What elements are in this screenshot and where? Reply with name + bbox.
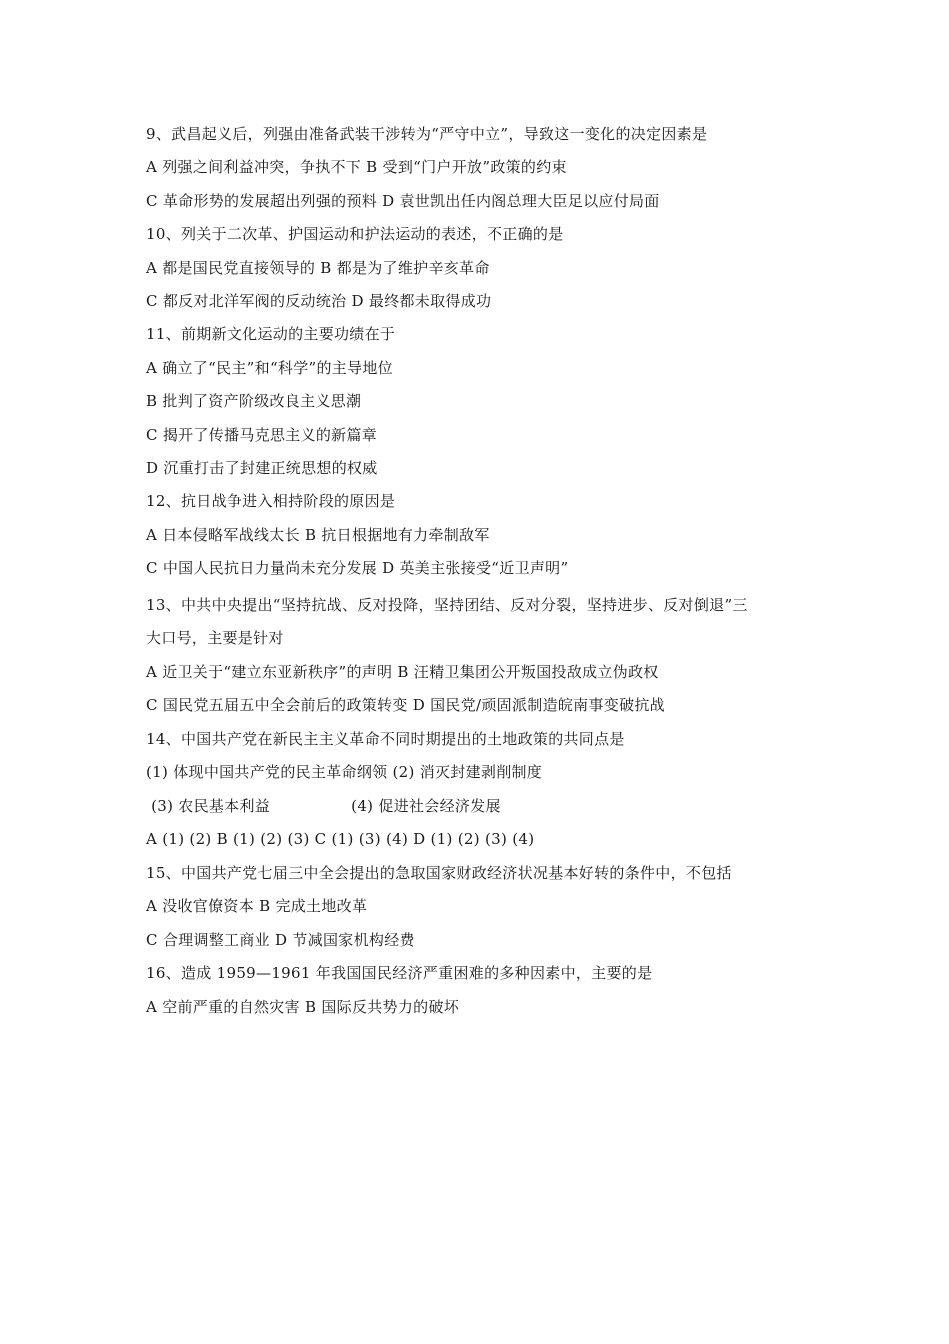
question-14-options: A (1) (2) B (1) (2) (3) C (1) (3) (4) D (1) (2) (3) (4) [146,830,535,848]
question-11-option-d: D 沉重打击了封建正统思想的权威 [146,459,378,477]
question-15-options-ab: A 没收官僚资本 B 完成土地改革 [146,897,368,915]
question-11-stem: 11、前期新文化运动的主要功绩在于 [146,325,396,343]
question-9-options-cd: C 革命形势的发展超出列强的预料 D 袁世凯出任内阁总理大臣足以应付局面 [146,192,660,210]
question-13-stem-continued: 大口号，主要是针对 [146,629,284,647]
question-15-stem: 15、中国共产党七届三中全会提出的急取国家财政经济状况基本好转的条件中，不包括 [146,864,732,882]
question-10-options-cd: C 都反对北洋军阀的反动统治 D 最终都未取得成功 [146,292,492,310]
question-13-options-ab: A 近卫关于“建立东亚新秩序”的声明 B 汪精卫集团公开叛国投敌成立伪政权 [146,663,659,681]
question-10-options-ab: A 都是国民党直接领导的 B 都是为了维护辛亥革命 [146,259,490,277]
question-14-stem: 14、中国共产党在新民主主义革命不同时期提出的土地政策的共同点是 [146,730,625,748]
question-16-stem: 16、造成 1959—1961 年我国国民经济严重困难的多种因素中，主要的是 [146,964,653,982]
question-11-option-b: B 批判了资产阶级改良主义思潮 [146,392,362,410]
question-13-stem: 13、中共中央提出“坚持抗战、反对投降，坚持团结、反对分裂，坚持进步、反对倒退”三 [146,596,748,614]
question-13-options-cd: C 国民党五届五中全会前后的政策转变 D 国民党/顽固派制造皖南事变破抗战 [146,696,665,714]
question-12-options-cd: C 中国人民抗日力量尚未充分发展 D 英美主张接受“近卫声明” [146,559,569,577]
question-12-options-ab: A 日本侵略军战线太长 B 抗日根据地有力牵制敌军 [146,526,490,544]
question-10-stem: 10、列关于二次革、护国运动和护法运动的表述，不正确的是 [146,225,564,243]
question-15-options-cd: C 合理调整工商业 D 节减国家机构经费 [146,931,415,949]
question-12-stem: 12、抗日战争进入相持阶段的原因是 [146,492,396,510]
question-14-items-1-2: (1) 体现中国共产党的民主革命纲领 (2) 消灭封建剥削制度 [146,763,543,781]
question-16-options-ab: A 空前严重的自然灾害 B 国际反共势力的破坏 [146,998,460,1016]
question-14-items-3-4: (3) 农民基本利益 (4) 促进社会经济发展 [146,797,501,815]
question-11-option-c: C 揭开了传播马克思主义的新篇章 [146,426,378,444]
question-9-options-ab: A 列强之间利益冲突，争执不下 B 受到“门户开放”政策的约束 [146,158,567,176]
question-11-option-a: A 确立了“民主”和“科学”的主导地位 [146,359,393,377]
question-9-stem: 9、武昌起义后，列强由准备武装干涉转为“严守中立”，导致这一变化的决定因素是 [146,125,708,143]
